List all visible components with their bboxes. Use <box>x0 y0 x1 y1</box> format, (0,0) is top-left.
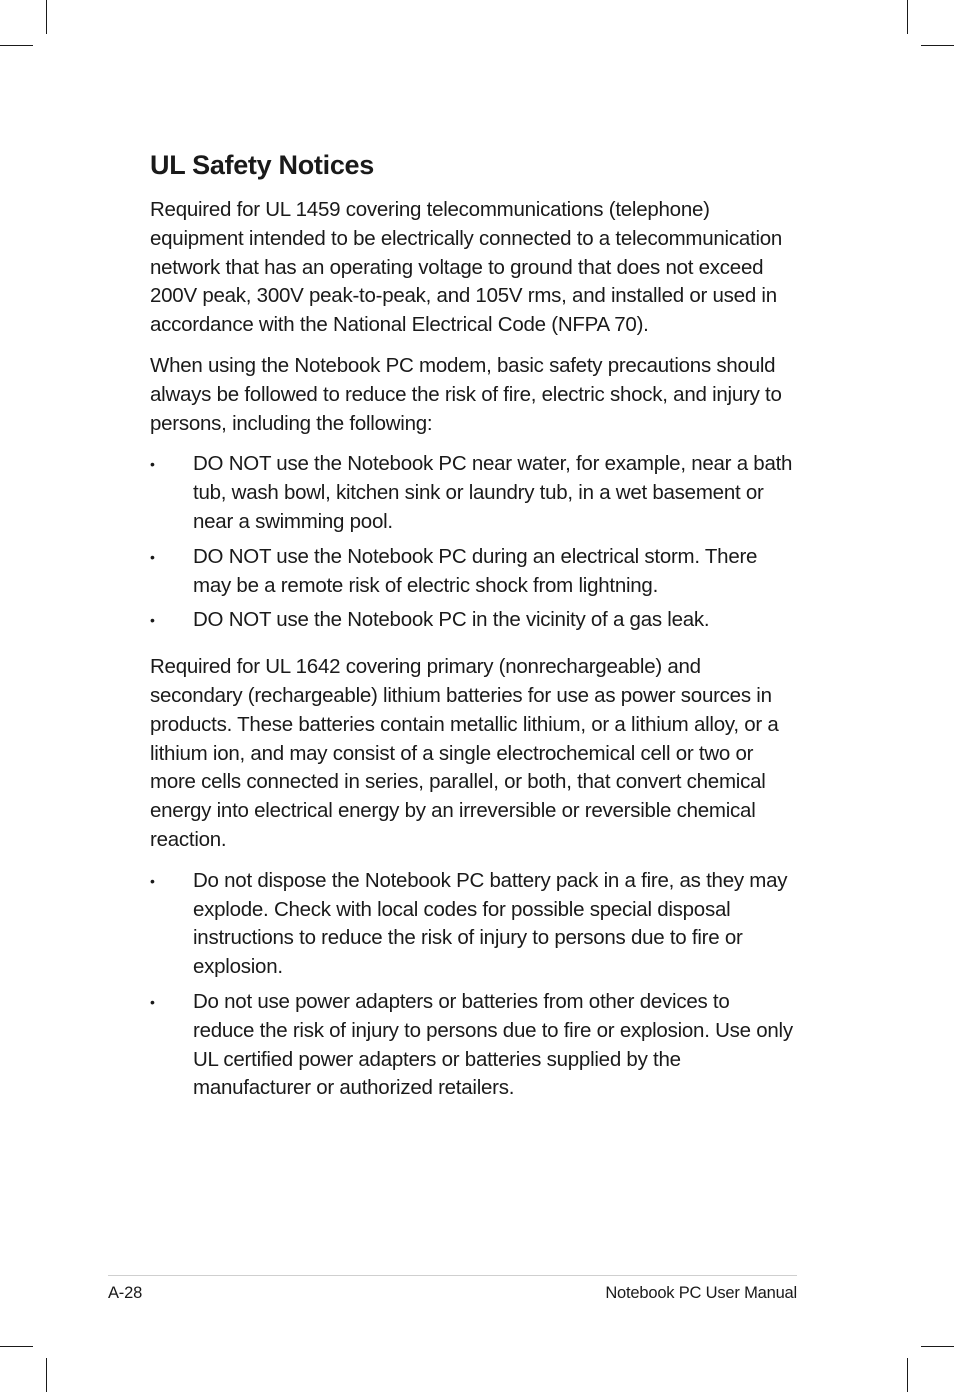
list-item-text: DO NOT use the Notebook PC during an electrical storm. There may be a remote risk of electric shock from lightning. <box>193 544 758 597</box>
footer-divider <box>108 1275 797 1276</box>
list-item-text: Do not dispose the Notebook PC battery pack in a fire, as they may explode. Check with local codes for possible special disposal instructions to reduce the risk of injury to persons due to fire or explosion. <box>193 868 788 979</box>
crop-mark <box>907 1358 908 1392</box>
crop-mark <box>0 1346 33 1347</box>
crop-mark <box>0 45 33 46</box>
crop-mark <box>46 1358 47 1392</box>
list-item <box>150 543 795 601</box>
paragraph-ul1459: Required for UL 1459 covering telecommunications (telephone) equipment intended to be electrically connected to a telecommunication network that has an operating voltage to ground that does not exceed 200V peak, 300V peak-to-peak, and 105V rms, and installed or used in accordance with the National Electrical Code (NFPA 70). <box>150 198 783 337</box>
page-number: A-28 <box>108 1284 143 1302</box>
manual-title: Notebook PC User Manual <box>605 1284 797 1302</box>
paragraph-ul1642: Required for UL 1642 covering primary (nonrechargeable) and secondary (rechargeable) lithium batteries for use as power sources in products. These batteries contain metallic lithium, or a lithium alloy, or a lithium ion, and may consist of a single electrochemical cell or two or more cells connected in series, parallel, or both, that convert chemical energy into electrical energy by an irreversible or reversible chemical reaction. <box>150 655 779 851</box>
page-content <box>150 148 795 1121</box>
list-item <box>150 450 795 536</box>
bullet-icon: • <box>150 456 155 473</box>
bullet-icon: • <box>150 548 155 565</box>
crop-mark <box>46 0 47 34</box>
bullet-icon: • <box>150 872 155 889</box>
list-item <box>150 606 795 635</box>
crop-mark <box>907 0 908 34</box>
bullet-icon: • <box>150 993 155 1010</box>
crop-mark <box>921 45 954 46</box>
list-item-text: Do not use power adapters or batteries from other devices to reduce the risk of injury to persons due to fire or explosion. Use only UL certified power adapters or batteries supplied by the manufacturer or authorized retailers. <box>193 989 793 1100</box>
battery-safety-list <box>150 867 795 1103</box>
modem-safety-list <box>150 450 795 635</box>
list-item-text: DO NOT use the Notebook PC in the vicinity of a gas leak. <box>193 608 710 632</box>
list-item <box>150 988 795 1103</box>
list-item-text: DO NOT use the Notebook PC near water, for example, near a bath tub, wash bowl, kitchen sink or laundry tub, in a wet basement or near a swimming pool. <box>193 452 793 533</box>
list-item <box>150 867 795 982</box>
bullet-icon: • <box>150 612 155 629</box>
paragraph-modem-precautions: When using the Notebook PC modem, basic safety precautions should always be followed to reduce the risk of fire, electric shock, and injury to persons, including the following: <box>150 353 782 435</box>
page-title: UL Safety Notices <box>150 150 374 180</box>
crop-mark <box>921 1346 954 1347</box>
